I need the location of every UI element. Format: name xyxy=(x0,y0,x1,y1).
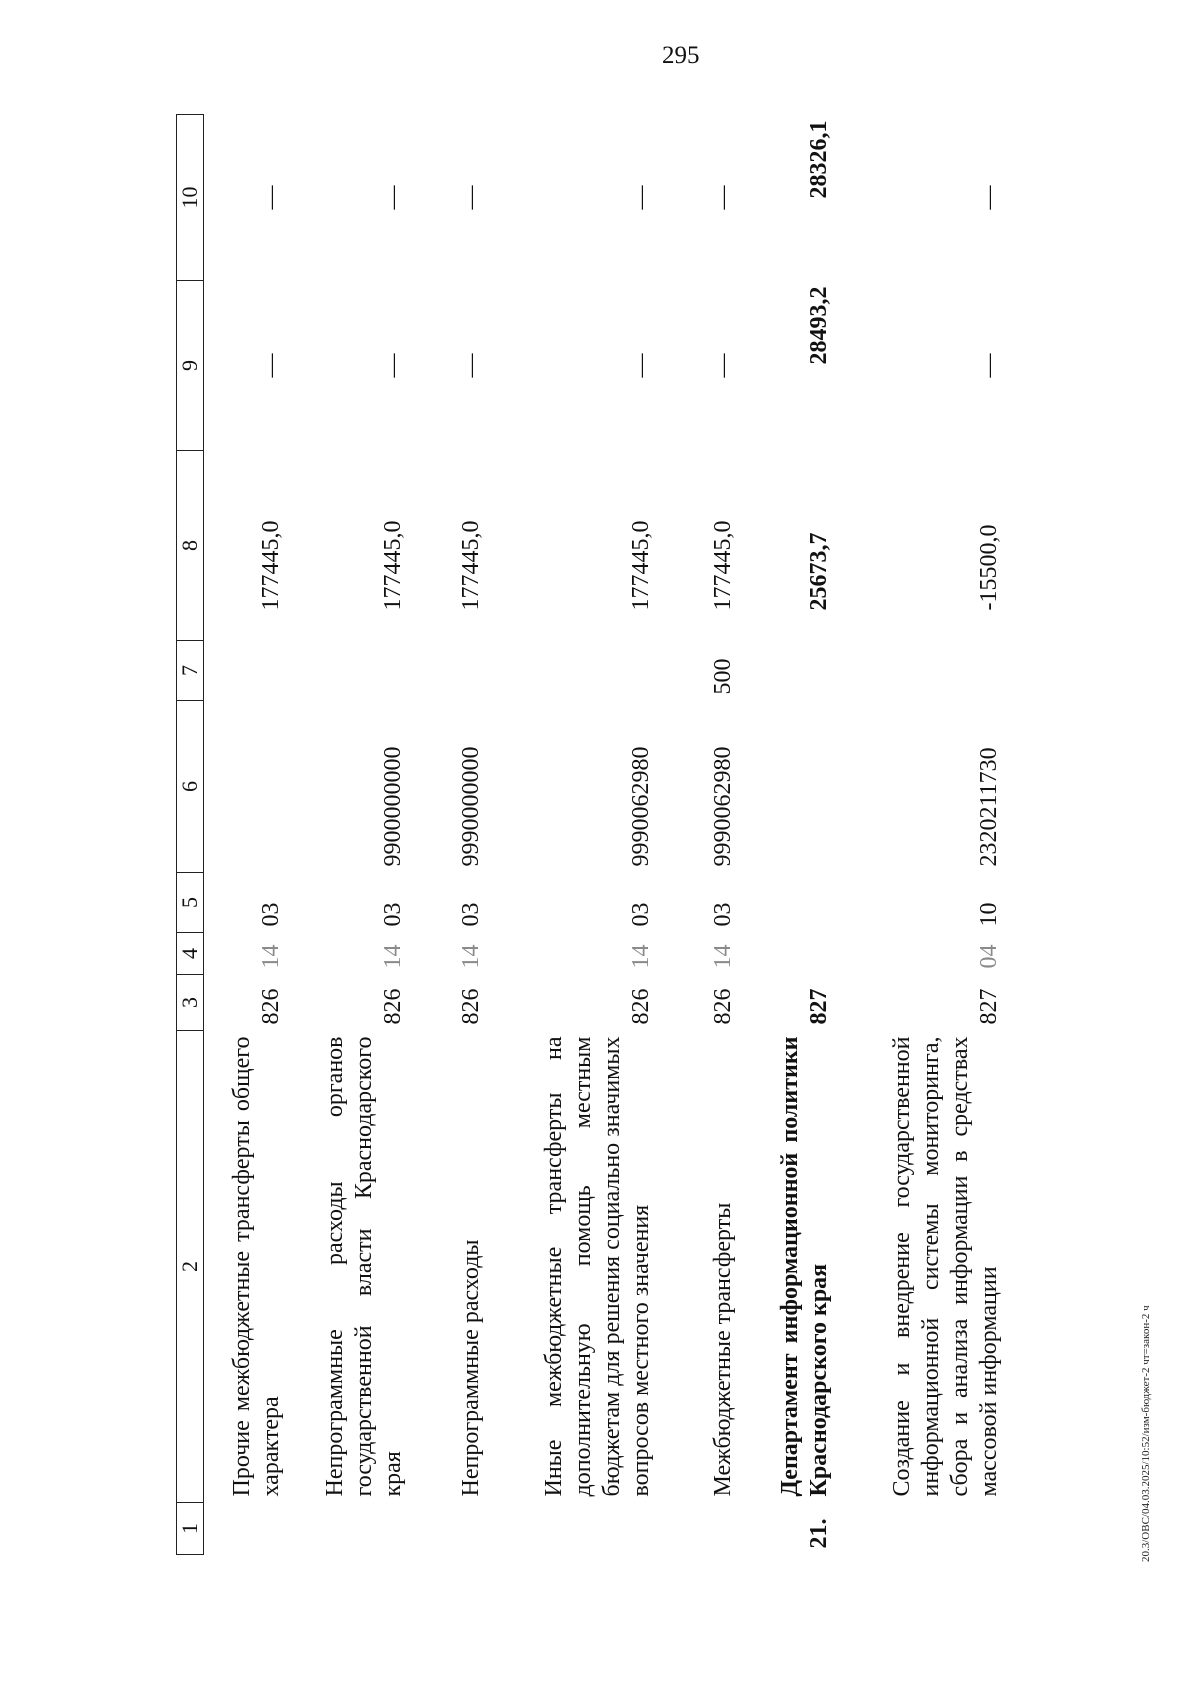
cell-amount-9: — xyxy=(458,353,484,378)
header-col-1: 1 xyxy=(177,1503,204,1555)
cell-ministry: 826 xyxy=(380,988,406,1025)
table-row xyxy=(664,115,746,1555)
row-name: Департамент информационной политики Краснодарского края xyxy=(777,1036,832,1497)
cell-subsection: 03 xyxy=(710,902,736,927)
row-number xyxy=(664,1503,746,1555)
cell-amount-8: 177445,0 xyxy=(628,520,654,611)
cell-amount-8: 25673,7 xyxy=(806,532,832,611)
cell-amount-8: -15500,0 xyxy=(976,524,1002,611)
cell-amount-8: 177445,0 xyxy=(458,520,484,611)
cell-target: 9900000000 xyxy=(380,746,406,867)
header-col-9: 9 xyxy=(177,281,204,451)
cell-amount-10: — xyxy=(628,185,654,210)
cell-target: 2320211730 xyxy=(976,747,1002,867)
budget-table xyxy=(176,114,1012,1555)
cell-amount-10: — xyxy=(710,185,736,210)
cell-expense-type xyxy=(294,641,416,701)
cell-amount-10: — xyxy=(258,185,284,210)
cell-subsection xyxy=(746,873,842,933)
cell-section: 14 xyxy=(258,944,284,969)
cell-amount-8: 177445,0 xyxy=(710,520,736,611)
cell-amount-9: 28493,2 xyxy=(806,286,832,365)
cell-target: 9990000000 xyxy=(458,746,484,867)
row-name: Создание и внедрение государственной информационной системы мониторинга, сбора и анализа информации в средствах массовой информации xyxy=(889,1036,1002,1497)
header-col-4: 4 xyxy=(177,933,204,975)
cell-target xyxy=(746,701,842,873)
cell-expense-type xyxy=(204,641,295,701)
table-row xyxy=(416,115,494,1555)
cell-section: 14 xyxy=(628,944,654,969)
table-row xyxy=(494,115,664,1555)
row-name: Непрограммные расходы xyxy=(458,1239,484,1497)
cell-ministry: 826 xyxy=(710,988,736,1025)
cell-expense-type xyxy=(842,641,1012,701)
cell-expense-type: 500 xyxy=(710,658,736,695)
cell-amount-9: — xyxy=(258,353,284,378)
row-number xyxy=(416,1503,494,1555)
table-row xyxy=(294,115,416,1555)
cell-expense-type xyxy=(416,641,494,701)
cell-amount-9: — xyxy=(380,353,406,378)
cell-ministry: 826 xyxy=(628,988,654,1025)
page-number: 295 xyxy=(662,42,700,69)
cell-expense-type xyxy=(494,641,664,701)
cell-section: 04 xyxy=(976,944,1002,969)
cell-amount-10: — xyxy=(976,185,1002,210)
cell-section xyxy=(746,933,842,975)
document-footer: 20.3/ОВС/04.03.2025/10:52/изм-бюджет-2 чт=закон-2 ч xyxy=(1140,1305,1152,1562)
cell-amount-8: 177445,0 xyxy=(258,520,284,611)
cell-ministry: 826 xyxy=(458,988,484,1025)
table-row-department xyxy=(746,115,842,1555)
cell-amount-9: — xyxy=(976,353,1002,378)
cell-section: 14 xyxy=(710,944,736,969)
header-col-10: 10 xyxy=(177,115,204,281)
table-row xyxy=(204,115,295,1555)
row-name: Непрограммные расходы органов государственной власти Краснодарского края xyxy=(322,1036,406,1497)
header-col-2: 2 xyxy=(177,1031,204,1503)
row-number xyxy=(294,1503,416,1555)
cell-ministry: 826 xyxy=(258,988,284,1025)
cell-target: 9990062980 xyxy=(628,746,654,867)
cell-amount-8: 177445,0 xyxy=(380,520,406,611)
cell-amount-9: — xyxy=(628,353,654,378)
row-name: Прочие межбюджетные трансферты общего характера xyxy=(229,1036,284,1497)
row-name: Межбюджетные трансферты xyxy=(710,1202,736,1497)
header-col-6: 6 xyxy=(177,701,204,873)
cell-expense-type xyxy=(746,641,842,701)
cell-subsection: 03 xyxy=(458,902,484,927)
cell-ministry: 827 xyxy=(806,988,832,1025)
row-name: Иные межбюджетные трансферты на дополнительную помощь местным бюджетам для решения социально значимых вопросов местного значения xyxy=(541,1036,654,1497)
cell-amount-10: — xyxy=(380,185,406,210)
cell-amount-9: — xyxy=(710,353,736,378)
cell-ministry: 827 xyxy=(976,988,1002,1025)
cell-subsection: 10 xyxy=(976,902,1002,927)
cell-subsection: 03 xyxy=(258,902,284,927)
rotated-table-container xyxy=(176,115,1136,1555)
header-row xyxy=(177,115,204,1555)
row-number xyxy=(204,1503,295,1555)
table-row xyxy=(842,115,1012,1555)
cell-target xyxy=(204,701,295,873)
header-col-3: 3 xyxy=(177,975,204,1031)
cell-amount-10: — xyxy=(458,185,484,210)
header-col-7: 7 xyxy=(177,641,204,701)
cell-target: 9990062980 xyxy=(710,746,736,867)
row-number: 21. xyxy=(806,1518,832,1549)
cell-subsection: 03 xyxy=(380,902,406,927)
cell-section: 14 xyxy=(380,944,406,969)
row-number xyxy=(842,1503,1012,1555)
header-col-8: 8 xyxy=(177,451,204,641)
cell-subsection: 03 xyxy=(628,902,654,927)
cell-amount-10: 28326,1 xyxy=(806,120,832,199)
cell-section: 14 xyxy=(458,944,484,969)
row-number xyxy=(494,1503,664,1555)
header-col-5: 5 xyxy=(177,873,204,933)
